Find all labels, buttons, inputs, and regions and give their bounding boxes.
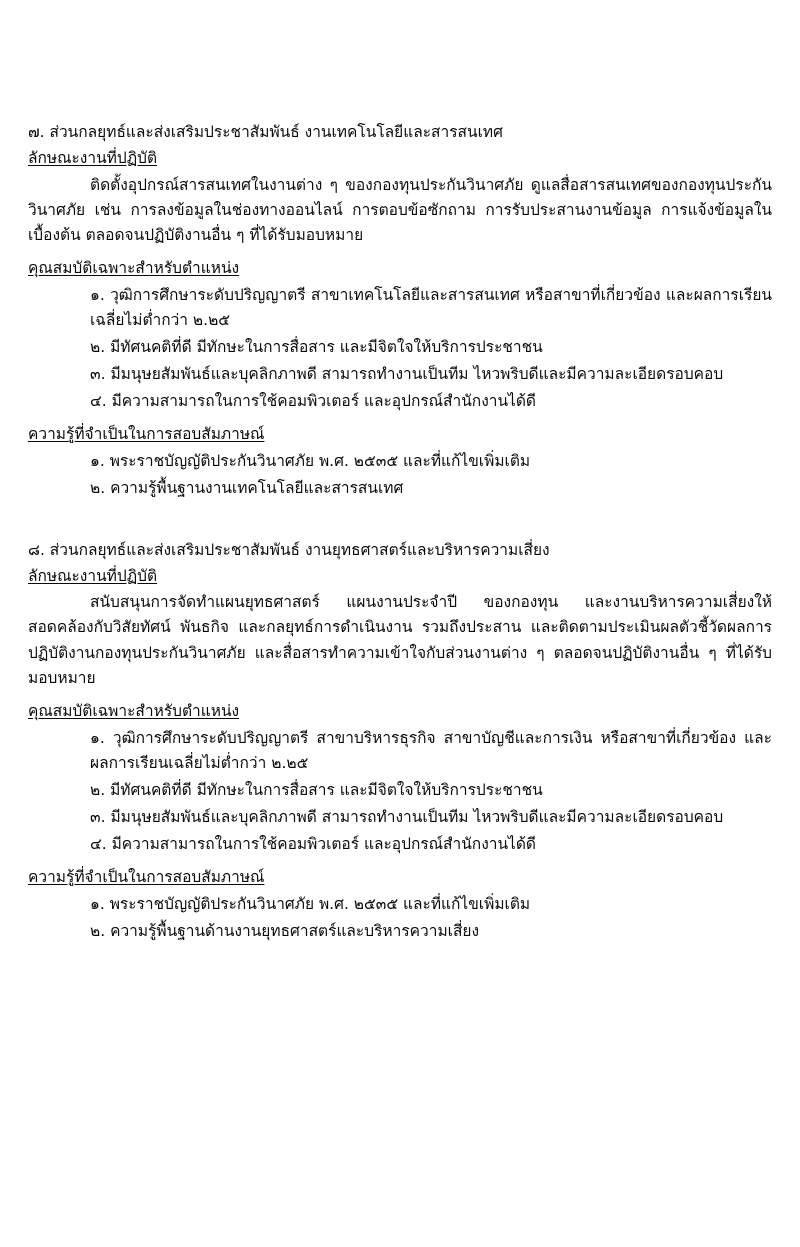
section-8-interview-item: ๑. พระราชบัญญัติประกันวินาศภัย พ.ศ. ๒๕๓๕ และที่แก้ไขเพิ่มเติม	[90, 894, 531, 913]
section-8-qualification-item: ๑. วุฒิการศึกษาระดับปริญญาตรี สาขาบริหารธุรกิจ สาขาบัญชีและการเงิน หรือสาขาที่เกี่ยวข้อง และผลการเรียนเฉลี่ยไม่ต่ำกว่า ๒.๒๕	[90, 728, 772, 772]
section-8-qualifications-label: คุณสมบัติเฉพาะสำหรับตำแหน่ง	[28, 701, 240, 720]
section-8-interview-label-wrap	[28, 865, 772, 891]
section-7-qualifications-label-wrap	[28, 256, 772, 282]
section-7-qualification-item: ๑. วุฒิการศึกษาระดับปริญญาตรี สาขาเทคโนโลยีและสารสนเทศ หรือสาขาที่เกี่ยวข้อง และผลการเรียนเฉลี่ยไม่ต่ำกว่า ๒.๒๕	[90, 285, 772, 330]
section-7-interview-label-wrap	[28, 422, 772, 448]
section-7-duties-text: ติดตั้งอุปกรณ์สารสนเทศในงานต่าง ๆ ของกองทุนประกันวินาศภัย ดูแลสื่อสารสนเทศของกองทุนประกันวินาศภัย เช่น การลงข้อมูลในช่องทางออนไลน์ การตอบข้อซักถาม การรับประสานงานข้อมูล การแจ้งข้อมูลในเบื้องต้น ตลอดจนปฏิบัติงานอื่น ๆ ที่ได้รับมอบหมาย	[28, 175, 772, 245]
section-7-interview-item: ๒. ความรู้พื้นฐานงานเทคโนโลยีและสารสนเทศ	[90, 479, 404, 498]
section-8-qualification-item: ๔. มีความสามารถในการใช้คอมพิวเตอร์ และอุปกรณ์สำนักงานได้ดี	[90, 834, 536, 853]
section-8	[28, 538, 772, 945]
section-8-heading: ๘. ส่วนกลยุทธ์และส่งเสริมประชาสัมพันธ์ งานยุทธศาสตร์และบริหารความเสี่ยง	[28, 540, 550, 559]
section-8-qualifications-label-wrap	[28, 699, 772, 725]
section-7	[28, 120, 772, 502]
section-8-duties-label-wrap	[28, 564, 772, 590]
section-spacer	[28, 504, 772, 538]
section-7-duties-label-wrap	[28, 146, 772, 172]
section-7-heading: ๗. ส่วนกลยุทธ์และส่งเสริมประชาสัมพันธ์ งานเทคโนโลยีและสารสนเทศ	[28, 123, 503, 141]
section-7-qualification-item: ๔. มีความสามารถในการใช้คอมพิวเตอร์ และอุปกรณ์สำนักงานได้ดี	[90, 392, 536, 411]
section-7-qualification-item: ๓. มีมนุษยสัมพันธ์และบุคลิกภาพดี สามารถทำงานเป็นทีม ไหวพริบดีและมีความละเอียดรอบคอบ	[90, 365, 724, 384]
section-7-qualifications-label: คุณสมบัติเฉพาะสำหรับตำแหน่ง	[28, 259, 240, 278]
section-8-interview-label: ความรู้ที่จำเป็นในการสอบสัมภาษณ์	[28, 868, 265, 887]
section-8-qualification-item: ๓. มีมนุษยสัมพันธ์และบุคลิกภาพดี สามารถทำงานเป็นทีม ไหวพริบดีและมีความละเอียดรอบคอบ	[90, 807, 724, 826]
section-8-duties-text: สนับสนุนการจัดทำแผนยุทธศาสตร์ แผนงานประจำปี ของกองทุน และงานบริหารความเสี่ยงให้สอดคล้องกับวิสัยทัศน์ พันธกิจ และกลยุทธ์การดำเนินงาน รวมถึงประสาน และติดตามประเมินผลตัวชี้วัดผลการปฏิบัติงานกองทุนประกันวินาศภัย และสื่อสารทำความเข้าใจกับส่วนงานต่าง ๆ ตลอดจนปฏิบัติงานอื่น ๆ ที่ได้รับมอบหมาย	[28, 593, 772, 687]
section-7-interview-item: ๑. พระราชบัญญัติประกันวินาศภัย พ.ศ. ๒๕๓๕ และที่แก้ไขเพิ่มเติม	[90, 452, 531, 471]
section-8-interview-item: ๒. ความรู้พื้นฐานด้านงานยุทธศาสตร์และบริหารความเสี่ยง	[90, 922, 480, 940]
section-7-interview-label: ความรู้ที่จำเป็นในการสอบสัมภาษณ์	[28, 425, 265, 444]
section-7-duties-label: ลักษณะงานที่ปฏิบัติ	[28, 149, 158, 168]
section-8-qualification-item: ๒. มีทัศนคติที่ดี มีทักษะในการสื่อสาร และมีจิตใจให้บริการประชาชน	[90, 780, 543, 799]
section-7-qualification-item: ๒. มีทัศนคติที่ดี มีทักษะในการสื่อสาร และมีจิตใจให้บริการประชาชน	[90, 338, 543, 357]
section-8-duties-label: ลักษณะงานที่ปฏิบัติ	[28, 566, 158, 585]
